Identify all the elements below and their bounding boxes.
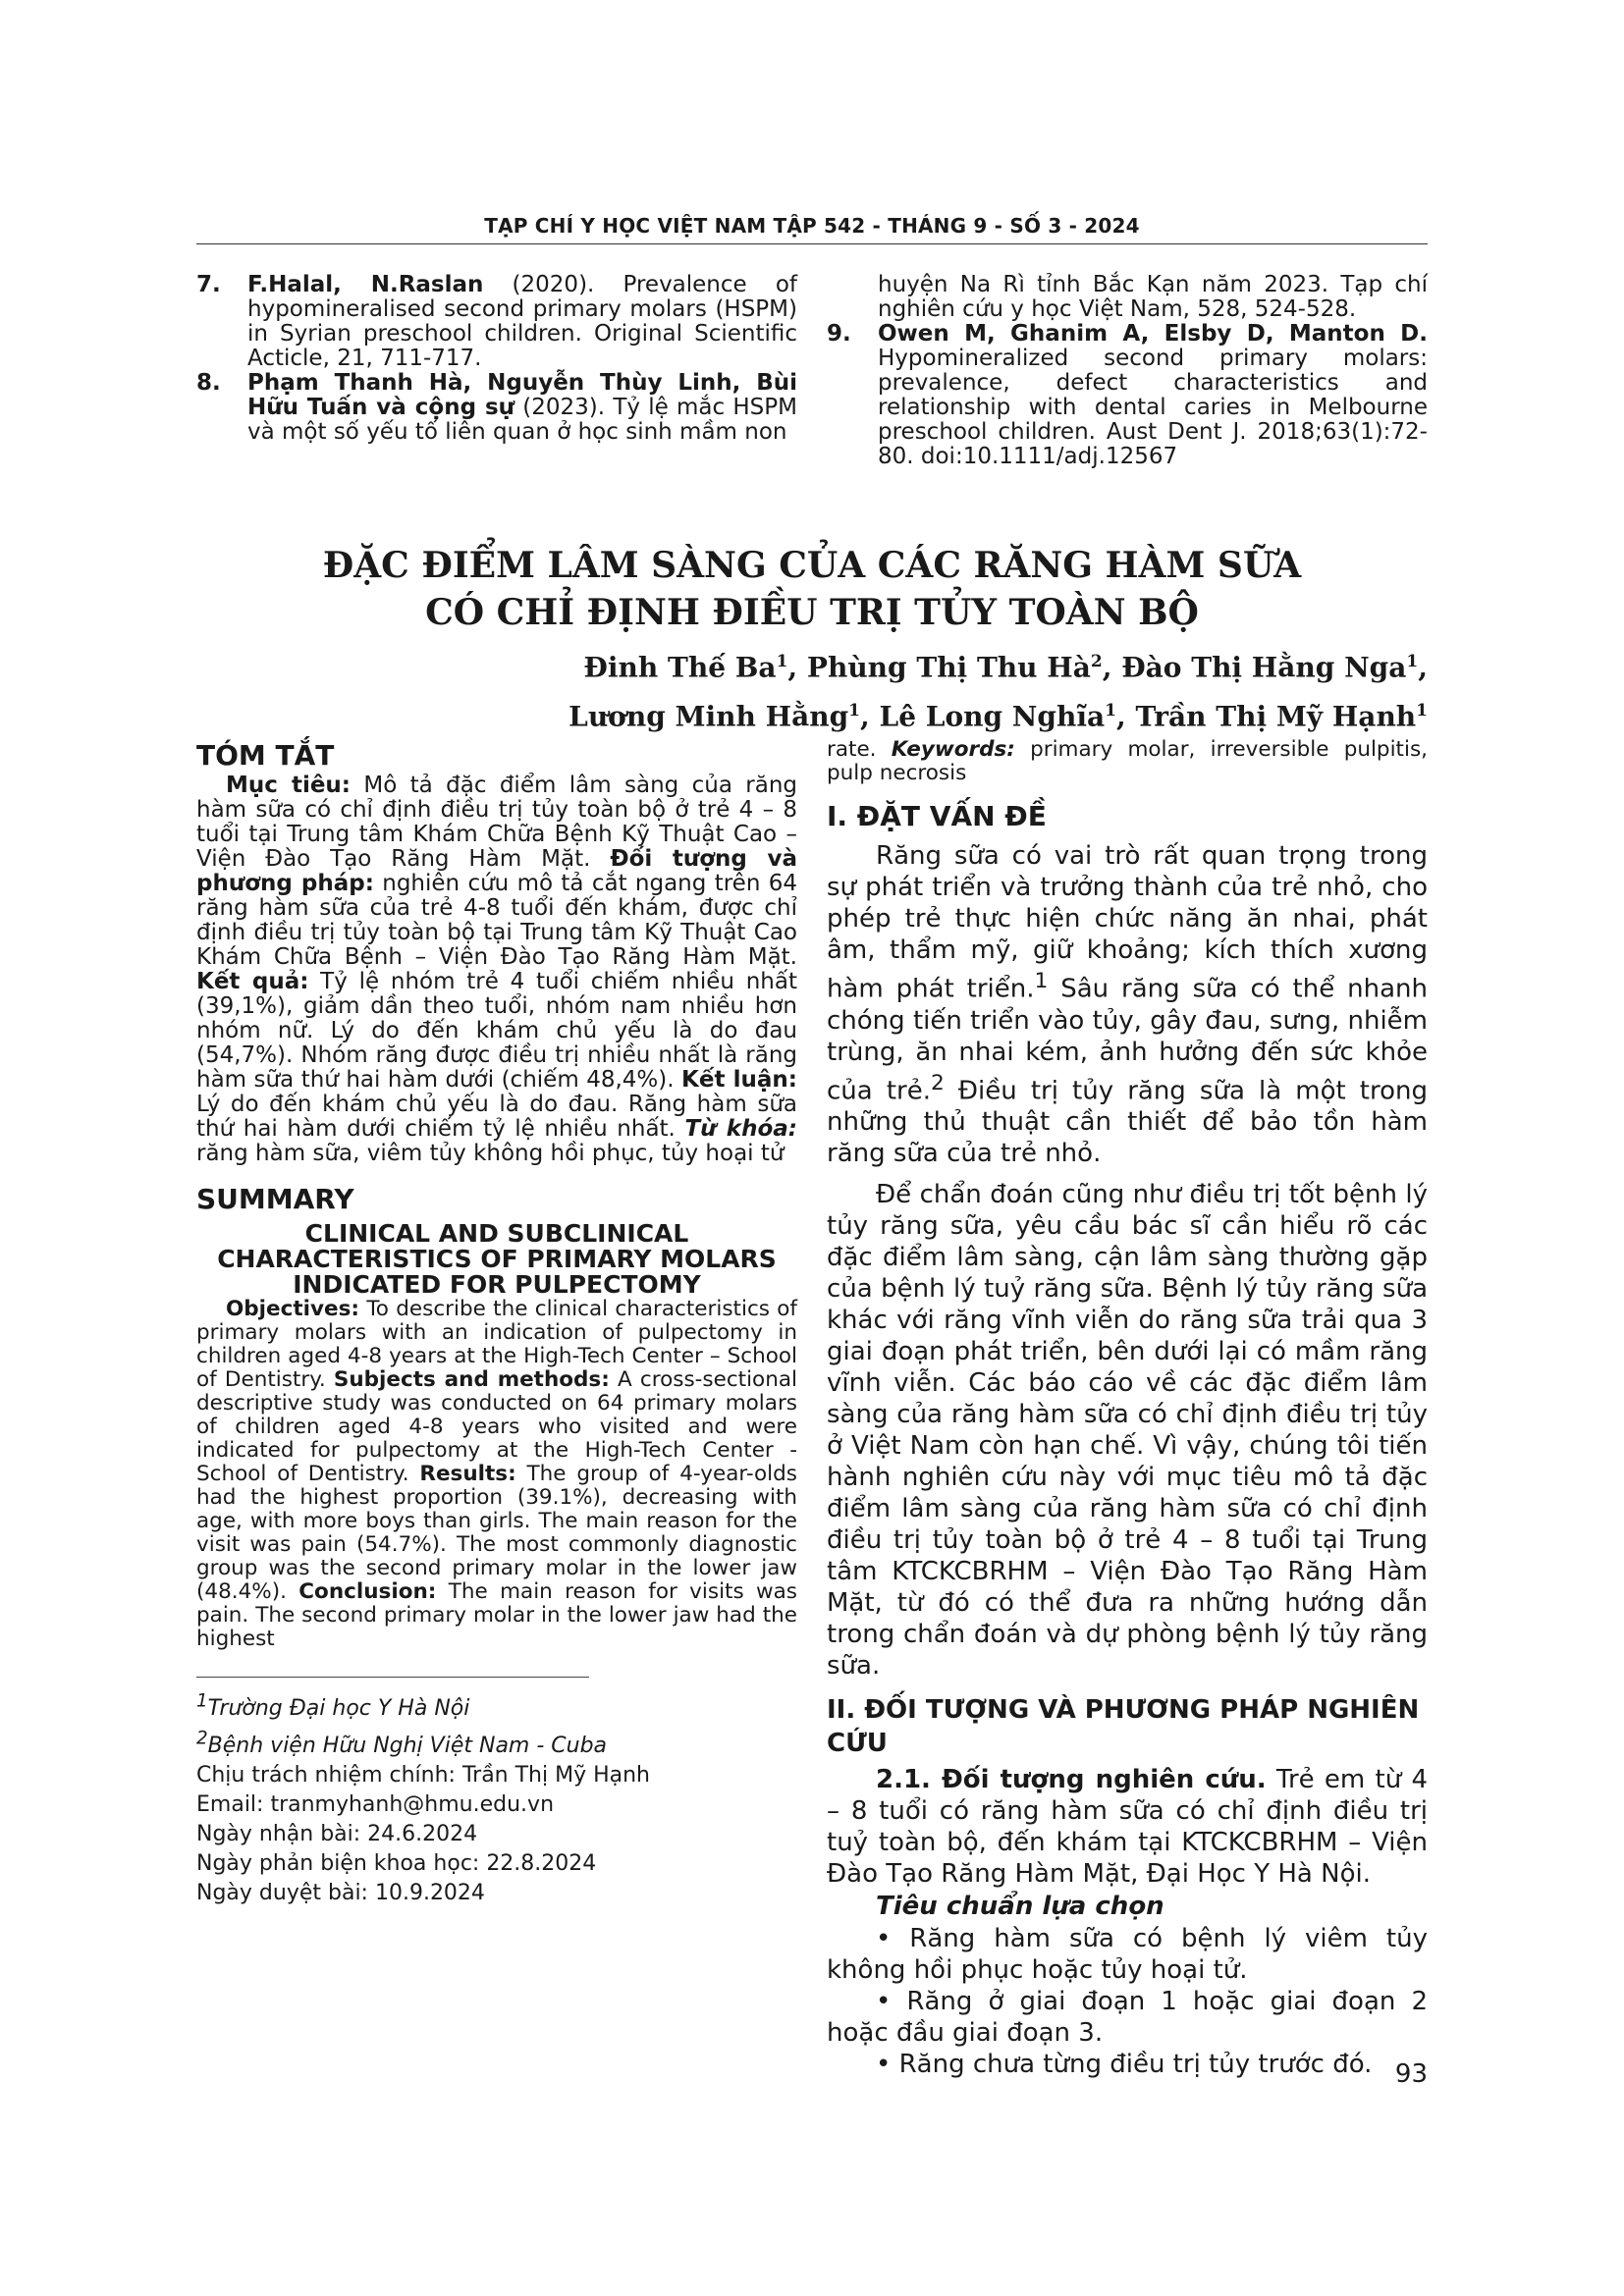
methods-heading: II. ĐỐI TƯỢNG VÀ PHƯƠNG PHÁP NGHIÊN CỨU: [827, 1695, 1420, 1759]
reference-number-spacer: [827, 273, 878, 322]
article-title: [196, 542, 1428, 636]
objectives-text: To describe the clinical characteristics of primary molars with an indication of pulpectomy in children aged 4-8 years at the High-Tech Center – School of Dentistry.: [196, 1297, 797, 1392]
reference-body: [247, 371, 797, 445]
author-name: Lương Minh Hằng: [568, 700, 849, 733]
footnote-rule: [196, 1677, 589, 1678]
reference-authors: Owen M, Ghanim A, Elsby D, Manton D.: [878, 321, 1428, 347]
subsection-text: Trẻ em từ 4 – 8 tuổi có răng hàm sữa có chỉ định điều trị tuỷ toàn bộ, đến khám tại KTCKCBRHM – Viện Đào Tạo Răng Hàm Mặt, Đại Học Y Hà Nội.: [827, 1765, 1428, 1890]
citation-2: 2: [930, 1070, 945, 1095]
abstract-vi-text: [196, 774, 797, 1166]
criteria-item-2: • Răng ở giai đoạn 1 hoặc giai đoạn 2 hoặc đầu giai đoạn 3.: [827, 1987, 1428, 2049]
title-line-1: ĐẶC ĐIỂM LÂM SÀNG CỦA CÁC RĂNG HÀM SỮA: [322, 545, 1302, 586]
conclusion-text: rate.: [827, 737, 892, 762]
author-line-1: Đinh Thế Ba$^1$, Phùng Thị Thu $Hà^2$, Đào Thị Hằng Nga$^1$,: [583, 651, 1428, 684]
results-text: The group of 4-year-olds had the highest proportion (39.1%), decreasing with age, with more boys than girls. The main reason for the visit was pain (54.7%). The most commonly diagnostic group was the second primary molar in the lower jaw (48.4%).: [196, 1462, 797, 1604]
references-right-column: [827, 273, 1428, 469]
keywords-text: primary molar, irreversible pulpitis, pulp necrosis: [827, 737, 1428, 785]
author-list: [446, 640, 1428, 739]
citation-1: 1: [1034, 969, 1049, 993]
affiliation-text: Trường Đại học Y Hà Nội: [207, 1696, 470, 1722]
footnote-email: Email: tranmyhanh@hmu.edu.vn: [196, 1791, 555, 1817]
reference-authors: Phạm Thanh Hà, Nguyễn Thùy Linh, Bùi Hữu Tuấn và cộng sự: [247, 370, 797, 420]
results-text: Tỷ lệ nhóm trẻ 4 tuổi chiếm nhiều nhất (39,1%), giảm dần theo tuổi, nhóm nam nhiều hơn nhóm nữ. Lý do đến khám chủ yếu là do đau (54,7%). Nhóm răng được điều trị nhiều nhất là răng hàm sữa thứ hai hàm dưới (chiếm 48,4%).: [196, 969, 797, 1093]
results-label: Kết quả:: [196, 969, 309, 994]
footnote-received: Ngày nhận bài: 24.6.2024: [196, 1821, 478, 1846]
author-affiliation: 1: [848, 701, 860, 721]
author-affiliation: 2: [1090, 652, 1103, 671]
criteria-item-3: • Răng chưa từng điều trị tủy trước đó.: [876, 2050, 1373, 2080]
reference-7: [196, 273, 797, 371]
objective-text: Mô tả đặc điểm lâm sàng của răng hàm sữa có chỉ định điều trị tủy toàn bộ ở trẻ 4 – 8 tuổi tại Trung tâm Khám Chữa Bệnh Kỹ Thuật Cao – Viện Đào Tạo Răng Hàm Mặt.: [196, 773, 798, 872]
author-name: Đào Thị Hằng Nga: [1121, 651, 1407, 684]
summary-heading: SUMMARY: [196, 1183, 354, 1215]
criteria-item-1: • Răng hàm sữa có bệnh lý viêm tủy không hồi phục hoặc tủy hoại tử.: [827, 1924, 1428, 1986]
summary-text: [196, 1298, 797, 1651]
keywords-label: Từ khóa:: [684, 1116, 797, 1142]
author-affiliation: 1: [776, 652, 788, 671]
references-left-column: [196, 273, 797, 445]
reference-text: (2020). Prevalence of hypomineralised second primary molars (HSPM) in Syrian preschool children. Original Scientific Acticle, 21, 711-717.: [247, 272, 798, 371]
author-affiliation: 1: [1105, 701, 1116, 721]
reference-text: (2023). Tỷ lệ mắc HSPM và một số yếu tố liên quan ở học sinh mầm non: [247, 395, 797, 445]
intro-text: Răng sữa có vai trò rất quan trọng trong sự phát triển và trưởng thành của trẻ nhỏ, cho phép trẻ thực hiện chức năng ăn nhai, phát âm, thẩm mỹ, giữ khoảng; kích thích xương hàm phát triển.: [827, 841, 1428, 1004]
footnote-affiliation-2: $^2$Bệnh viện Hữu Nghị Việt Nam - Cuba: [196, 1728, 608, 1758]
reference-authors: F.Halal, N.Raslan: [247, 272, 484, 297]
abstract-vi-heading: TÓM TẮT: [196, 739, 335, 772]
page-number: 93: [1394, 2059, 1428, 2089]
intro-text: Điều trị tủy răng sữa là một trong những thủ thuật cần thiết để bảo tồn hàm răng sữa của trẻ nhỏ.: [827, 1076, 1428, 1169]
reference-body: [247, 273, 797, 371]
right-column: [827, 738, 1428, 2080]
reference-text: huyện Na Rì tỉnh Bắc Kạn năm 2023. Tạp chí nghiên cứu y học Việt Nam, 528, 524-528.: [878, 272, 1428, 322]
objectives-label: Objectives:: [226, 1297, 360, 1321]
header-rule: [196, 243, 1428, 244]
author-affiliation: 1: [1416, 701, 1428, 721]
conclusion-label: Conclusion:: [298, 1579, 437, 1604]
objective-label: Mục tiêu:: [226, 773, 352, 798]
criteria-heading: Tiêu chuẩn lựa chọn: [876, 1892, 1164, 1922]
intro-paragraph-1: [827, 840, 1428, 1169]
conclusion-text: The main reason for visits was pain. The second primary molar in the lower jaw had the highest: [196, 1579, 797, 1651]
author-name: Phùng Thị Thu Hà: [806, 651, 1091, 684]
summary-text-continued: [827, 738, 1428, 785]
author-name: Trần Thị Mỹ Hạnh: [1135, 700, 1417, 733]
footnote-corresponding: Chịu trách nhiệm chính: Trần Thị Mỹ Hạnh: [196, 1762, 650, 1788]
summary-title: CLINICAL AND SUBCLINICAL CHARACTERISTICS OF PRIMARY MOLARS INDICATED FOR PULPECTOMY: [217, 1219, 777, 1299]
keywords-label: Keywords:: [891, 737, 1015, 762]
subsection-label: 2.1. Đối tượng nghiên cứu.: [876, 1765, 1267, 1795]
reference-number: 7.: [196, 272, 221, 297]
intro-paragraph-2: Để chẩn đoán cũng như điều trị tốt bệnh lý tủy răng sữa, yêu cầu bác sĩ cần hiểu rõ các đặc điểm lâm sàng, cận lâm sàng thường gặp của bệnh lý tuỷ răng sữa. Bệnh lý tủy răng sữa khác với răng vĩnh viễn do răng sữa trải qua 3 giai đoạn phát triển, bên dưới lại có mầm răng vĩnh viễn. Các báo cáo về các đặc điểm lâm sàng của răng hàm sữa có chỉ định điều trị tủy ở Việt Nam còn hạn chế. Vì vậy, chúng tôi tiến hành nghiên cứu này với mục tiêu mô tả đặc điểm lâm sàng của răng hàm sữa có chỉ định điều trị tủy toàn bộ ở trẻ 4 – 8 tuổi tại Trung tâm KTCKCBRHM – Viện Đào Tạo Răng Hàm Mặt, từ đó có thể đưa ra những hướng dẫn trong chẩn đoán và dự phòng bệnh lý tủy răng sữa.: [827, 1180, 1428, 1682]
methods-text: A cross-sectional descriptive study was conducted on 64 primary molars of children aged 4-8 years who visited and were indicated for pulpectomy at the High-Tech Center - School of Dentistry.: [196, 1367, 797, 1486]
footnote-reviewed: Ngày phản biện khoa học: 22.8.2024: [196, 1850, 597, 1876]
conclusion-label: Kết luận:: [681, 1067, 797, 1093]
intro-text: Sâu răng sữa có thể nhanh chóng tiến triển vào tủy, gây đau, sưng, nhiễm trùng, ăn nhai kém, ảnh hưởng đến sức khỏe của trẻ.: [827, 974, 1428, 1106]
left-column: [196, 738, 797, 1908]
footnote-accepted: Ngày duyệt bài: 10.9.2024: [196, 1880, 485, 1905]
author-affiliation: 1: [1406, 652, 1419, 671]
journal-header: TẠP CHÍ Y HỌC VIỆT NAM TẬP 542 - THÁNG 9 - SỐ 3 - 2024: [484, 214, 1140, 238]
conclusion-text: Lý do đến khám chủ yếu là do đau. Răng hàm sữa thứ hai hàm dưới chiếm tỷ lệ nhiều nhất.: [196, 1092, 797, 1142]
reference-number: 9.: [827, 321, 851, 347]
reference-number: 8.: [196, 370, 221, 396]
intro-heading: I. ĐẶT VẤN ĐỀ: [827, 800, 1047, 832]
results-label: Results:: [419, 1462, 516, 1486]
methods-label: Subjects and methods:: [333, 1367, 610, 1392]
author-line-2: Lương Minh Hằng$^1$, Lê Long Nghĩa$^1$, Trần Thị Mỹ Hạnh$^1$: [568, 700, 1428, 733]
reference-8: [196, 371, 797, 445]
methods-label: Đối tượng và phương pháp:: [196, 846, 797, 896]
reference-text: Hypomineralized second primary molars: prevalence, defect characteristics and relationship with dental caries in Melbourne preschool children. Aust Dent J. 2018;63(1):72-80. doi:10.1111/adj.12567: [878, 346, 1428, 469]
reference-9: [827, 322, 1428, 469]
keywords-text: răng hàm sữa, viêm tủy không hồi phục, tủy hoại tử: [196, 1141, 785, 1166]
footnote-affiliation-1: $^1$Trường Đại học Y Hà Nội: [196, 1691, 470, 1722]
reference-body: [878, 322, 1428, 469]
author-name: Lê Long Nghĩa: [879, 700, 1106, 733]
methods-subject-paragraph: [827, 1764, 1428, 1890]
author-name: Đinh Thế Ba: [583, 651, 777, 684]
reference-8-continued: [827, 273, 1428, 322]
methods-text: nghiên cứu mô tả cắt ngang trên 64 răng hàm sữa của trẻ 4-8 tuổi đến khám, được chỉ định điều trị tủy toàn bộ tại Trung tâm Kỹ Thuật Cao Khám Chữa Bệnh – Viện Đào Tạo Răng Hàm Mặt.: [196, 871, 797, 970]
title-line-2: CÓ CHỈ ĐỊNH ĐIỀU TRỊ TỦY TOÀN BỘ: [425, 592, 1199, 633]
affiliation-text: Bệnh viện Hữu Nghị Việt Nam - Cuba: [207, 1733, 608, 1758]
